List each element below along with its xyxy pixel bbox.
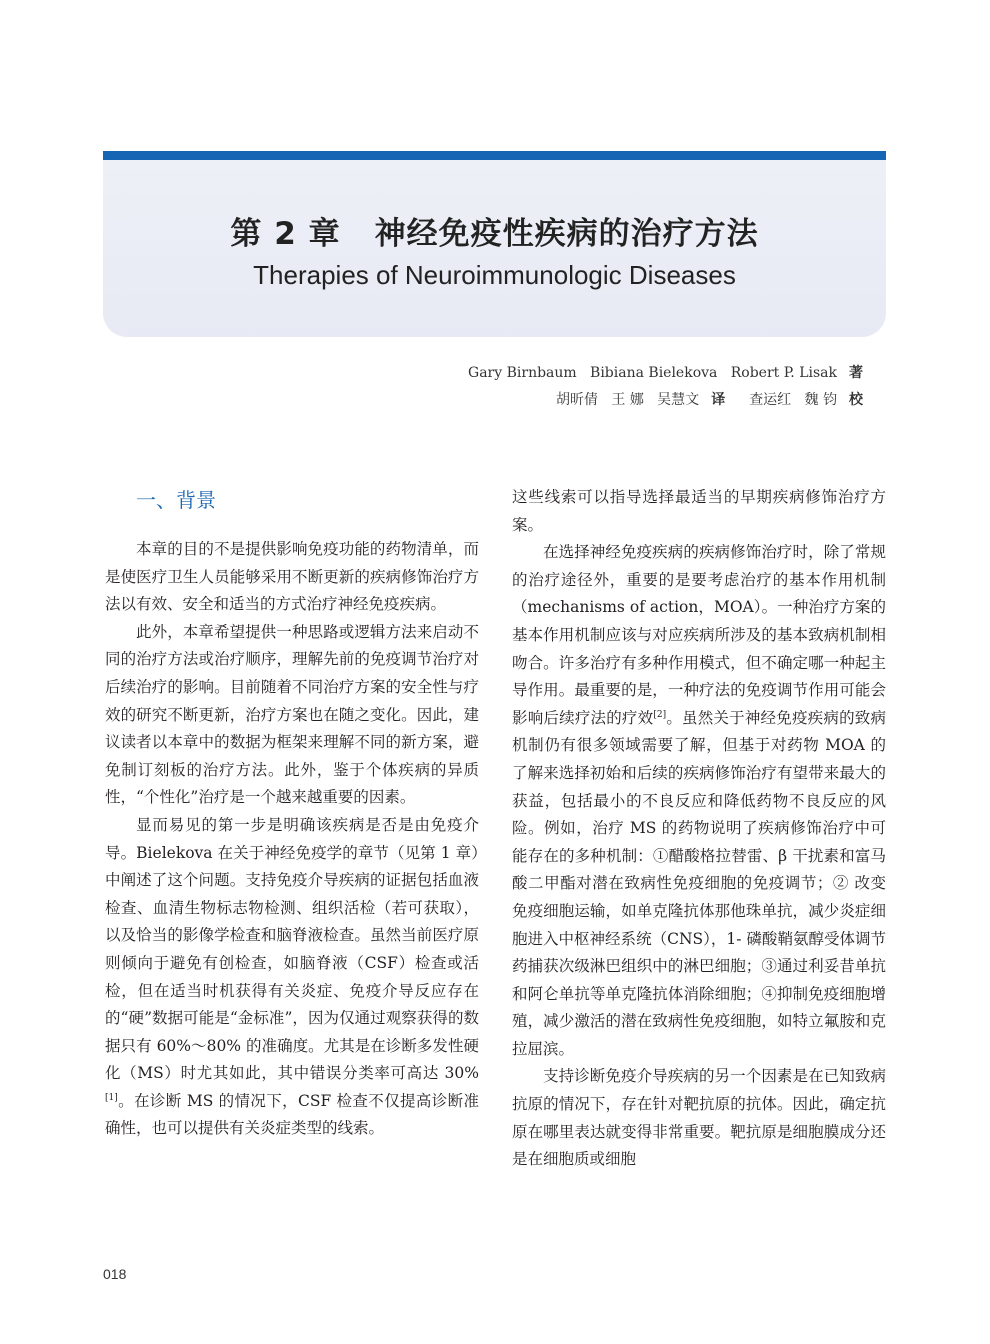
paragraph (512, 539, 886, 1063)
paragraph-text: 。在诊断 MS 的情况下，CSF 检查不仅提高诊断准确性，也可以提供有关炎症类型的线索。 (105, 1091, 479, 1138)
authors: Gary Birnbaum Bibiana Bielekova Robert P. Lisak (468, 365, 837, 381)
translators-role: 译 (711, 392, 726, 408)
chapter-title-text: 神经免疫性疾病的治疗方法 (374, 216, 759, 252)
citation-ref: [2] (653, 709, 667, 720)
chapter-subtitle: Therapies of Neuroimmunologic Diseases (253, 260, 736, 290)
left-column (105, 536, 479, 1143)
citation-ref: [1] (105, 1092, 118, 1103)
section-heading: 一、背景 (136, 488, 216, 512)
page-number: 018 (103, 1266, 127, 1282)
paragraph: 本章的目的不是提供影响免疫功能的药物清单，而是使医疗卫生人员能够采用不断更新的疾病修饰治疗方法以有效、安全和适当的方式治疗神经免疫疾病。 (105, 540, 479, 614)
translators: 胡昕倩 王 娜 吴慧文 (556, 392, 700, 408)
paragraph: 支持诊断免疫介导疾病的另一个因素是在已知致病抗原的情况下，存在针对靶抗原的抗体。因此，确定抗原在哪里表达就变得非常重要。靶抗原是细胞膜成分还是在细胞质或细胞 (512, 1067, 886, 1169)
credits (468, 360, 863, 414)
translators-line (468, 387, 863, 414)
chapter-header-bar (103, 151, 886, 160)
paragraph (105, 812, 479, 1143)
chapter-title (103, 208, 886, 253)
authors-line (468, 360, 863, 387)
right-column (512, 484, 886, 1174)
paragraph-text: 。虽然关于神经免疫疾病的致病机制仍有很多领域需要了解，但基于对药物 MOA 的了解来选择初始和后续的疾病修饰治疗有望带来最大的获益，包括最小的不良反应和降低药物不良反应的风险。例如，治疗 MS 的药物说明了疾病修饰治疗中可能存在的多种机制：①醋酸格拉替雷、β 干扰素和富马酸二甲酯对潜在致病性免疫细胞的免疫调节；② 改变免疫细胞运输，如单克隆抗体那他珠单抗，减少炎症细胞进入中枢神经系统（CNS），1- 磷酸鞘氨醇受体调节药捕获次级淋巴组织中的淋巴细胞；③通过利妥昔单抗和阿仑单抗等单克隆抗体消除细胞；④抑制免疫细胞增殖，减少激活的潜在致病性免疫细胞，如特立氟胺和克拉屈滨。 (512, 708, 886, 1058)
paragraph: 此外，本章希望提供一种思路或逻辑方法来启动不同的治疗方法或治疗顺序，理解先前的免疫调节治疗对后续治疗的影响。目前随着不同治疗方案的安全性与疗效的研究不断更新，治疗方案也在随之变化。因此，建议读者以本章中的数据为框架来理解不同的新方案，避免制订刻板的治疗方法。此外，鉴于个体疾病的异质性，“个性化”治疗是一个越来越重要的因素。 (105, 622, 479, 807)
paragraph: 这些线索可以指导选择最适当的早期疾病修饰治疗方案。 (512, 488, 886, 534)
paragraph-text: 显而易见的第一步是明确该疾病是否是由免疫介导。Bielekova 在关于神经免疫学的章节（见第 1 章）中阐述了这个问题。支持免疫介导疾病的证据包括血液检查、血清生物标志物检测、组织活检（若可获取），以及恰当的影像学检查和脑脊液检查。虽然当前医疗原则倾向于避免有创检查，如脑脊液（CSF）检查或活检，但在适当时机获得有关炎症、免疫介导反应存在的“硬”数据可能是“金标准”，因为仅通过观察获得的数据只有 60%～80% 的准确度。尤其是在诊断多发性硬化（MS）时尤其如此，其中错误分类率可高达 30% (105, 815, 479, 1083)
proofreaders-role: 校 (849, 392, 863, 408)
chapter-number: 第 2 章 (230, 216, 341, 252)
proofreaders: 查运红 魏 钧 (749, 392, 837, 408)
authors-role: 著 (849, 365, 863, 381)
paragraph-text: 在选择神经免疫疾病的疾病修饰治疗时，除了常规的治疗途径外，重要的是要考虑治疗的基本作用机制（mechanisms of action，MOA）。一种治疗方案的基本作用机制应该与对应疾病所涉及的基本致病机制相吻合。许多治疗有多种作用模式，但不确定哪一种起主导作用。最重要的是，一种疗法的免疫调节作用可能会影响后续疗法的疗效 (512, 543, 886, 727)
